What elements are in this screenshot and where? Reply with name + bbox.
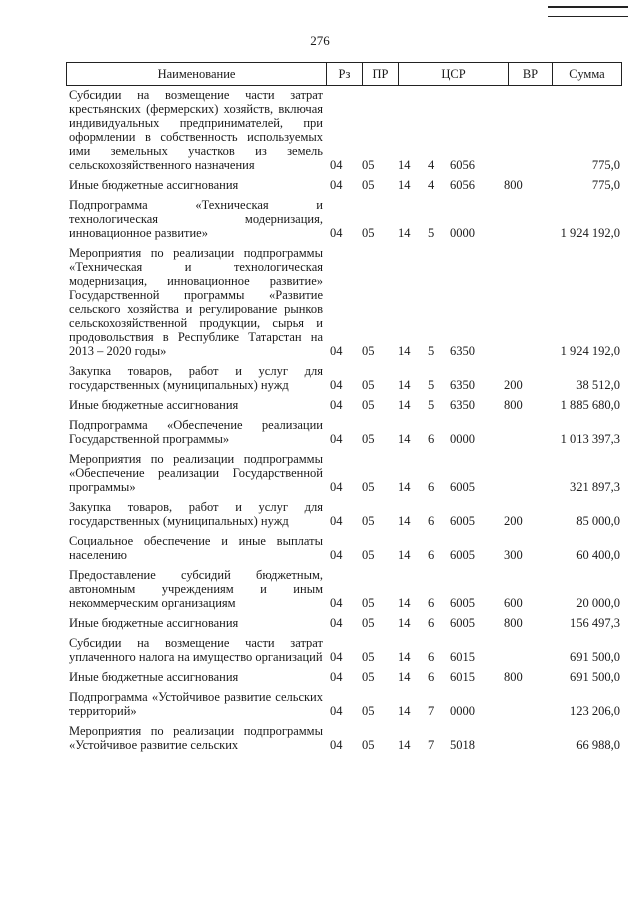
row-pr: 05 — [362, 178, 375, 192]
row-csr-part1: 14 — [398, 514, 411, 528]
row-name: Субсидии на возмещение части затрат уплаченного налога на имущество организаций — [69, 636, 323, 664]
row-csr-part2: 6 — [428, 514, 435, 528]
row-rz: 04 — [330, 596, 343, 610]
row-rz: 04 — [330, 378, 343, 392]
row-csr-part1: 14 — [398, 616, 411, 630]
row-csr-part2: 6 — [428, 596, 435, 610]
row-pr: 05 — [362, 548, 375, 562]
row-name: Закупка товаров, работ и услуг для государственных (муниципальных) нужд — [69, 500, 323, 528]
row-csr-part2: 5 — [428, 226, 435, 240]
table-row — [66, 178, 622, 192]
row-csr-part1: 14 — [398, 158, 411, 172]
row-name: Подпрограмма «Устойчивое развитие сельских территорий» — [69, 690, 323, 718]
page-number: 276 — [310, 33, 330, 48]
table-row — [66, 670, 622, 684]
header-csr: ЦСР — [399, 63, 509, 85]
row-vr: 800 — [504, 398, 523, 412]
row-name: Предоставление субсидий бюджетным, автономным учреждениям и иным некоммерческим организациям — [69, 568, 323, 610]
row-rz: 04 — [330, 480, 343, 494]
row-sum: 60 400,0 — [576, 548, 620, 562]
budget-table — [66, 62, 622, 752]
row-name: Иные бюджетные ассигнования — [69, 398, 239, 412]
row-vr: 800 — [504, 178, 523, 192]
row-pr: 05 — [362, 344, 375, 358]
row-csr-part3: 6005 — [450, 514, 475, 528]
row-csr-part1: 14 — [398, 226, 411, 240]
table-row — [66, 534, 622, 562]
row-sum: 775,0 — [591, 178, 620, 192]
row-vr: 200 — [504, 378, 523, 392]
table-header — [66, 62, 622, 86]
row-pr: 05 — [362, 432, 375, 446]
row-pr: 05 — [362, 378, 375, 392]
row-sum: 1 924 192,0 — [560, 344, 620, 358]
table-row — [66, 616, 622, 630]
row-rz: 04 — [330, 548, 343, 562]
row-sum: 691 500,0 — [570, 670, 620, 684]
header-sum: Сумма — [569, 66, 605, 81]
row-csr-part1: 14 — [398, 738, 411, 752]
header-name: Наименование — [67, 63, 327, 85]
row-sum: 1 885 680,0 — [560, 398, 620, 412]
row-rz: 04 — [330, 226, 343, 240]
row-sum: 1 013 397,3 — [560, 432, 620, 446]
row-csr-part3: 6015 — [450, 650, 475, 664]
row-csr-part3: 0000 — [450, 432, 475, 446]
row-csr-part1: 14 — [398, 178, 411, 192]
row-csr-part2: 6 — [428, 650, 435, 664]
row-sum: 1 924 192,0 — [560, 226, 620, 240]
header-pr: ПР — [363, 63, 399, 85]
table-row — [66, 568, 622, 610]
row-csr-part3: 6350 — [450, 398, 475, 412]
header-vr: ВР — [509, 63, 553, 85]
row-csr-part2: 4 — [428, 178, 435, 192]
row-csr-part3: 6005 — [450, 596, 475, 610]
row-name: Субсидии на возмещение части затрат крестьянских (фермерских) хозяйств, включая индивидуальных предпринимателей, при оформлении в собственность используемых ими земельных участков из земель сельскохозяйственного назначения — [69, 88, 323, 172]
row-csr-part2: 6 — [428, 616, 435, 630]
row-sum: 85 000,0 — [576, 514, 620, 528]
row-vr: 800 — [504, 616, 523, 630]
row-csr-part3: 6005 — [450, 480, 475, 494]
row-rz: 04 — [330, 432, 343, 446]
row-csr-part1: 14 — [398, 596, 411, 610]
row-csr-part1: 14 — [398, 650, 411, 664]
table-body — [66, 88, 622, 752]
row-vr: 200 — [504, 514, 523, 528]
table-row — [66, 88, 622, 172]
table-row — [66, 246, 622, 358]
row-csr-part2: 5 — [428, 378, 435, 392]
row-pr: 05 — [362, 158, 375, 172]
row-rz: 04 — [330, 178, 343, 192]
row-csr-part3: 0000 — [450, 226, 475, 240]
row-csr-part3: 6350 — [450, 344, 475, 358]
row-csr-part1: 14 — [398, 670, 411, 684]
row-csr-part2: 4 — [428, 158, 435, 172]
row-csr-part1: 14 — [398, 432, 411, 446]
row-csr-part2: 5 — [428, 344, 435, 358]
row-rz: 04 — [330, 344, 343, 358]
row-vr: 800 — [504, 670, 523, 684]
row-name: Мероприятия по реализации подпрограммы «Устойчивое развитие сельских — [69, 724, 323, 752]
row-pr: 05 — [362, 480, 375, 494]
table-row — [66, 398, 622, 412]
row-rz: 04 — [330, 158, 343, 172]
row-csr-part1: 14 — [398, 378, 411, 392]
row-name: Мероприятия по реализации подпрограммы «Техническая и технологическая модернизация, инновационное развитие» Государственной программы «Развитие сельского хозяйства и регулирование рынков сельскохозяйственной продукции, сырья и продовольствия в Республике Татарстан на 2013 – 2020 годы» — [69, 246, 323, 358]
row-name: Социальное обеспечение и иные выплаты населению — [69, 534, 323, 562]
row-csr-part3: 6056 — [450, 178, 475, 192]
row-csr-part3: 6350 — [450, 378, 475, 392]
row-csr-part2: 6 — [428, 670, 435, 684]
row-pr: 05 — [362, 650, 375, 664]
row-sum: 38 512,0 — [576, 378, 620, 392]
row-csr-part2: 6 — [428, 432, 435, 446]
row-csr-part3: 6005 — [450, 548, 475, 562]
row-sum: 691 500,0 — [570, 650, 620, 664]
row-pr: 05 — [362, 738, 375, 752]
row-csr-part1: 14 — [398, 344, 411, 358]
row-csr-part2: 6 — [428, 480, 435, 494]
row-sum: 123 206,0 — [570, 704, 620, 718]
row-name: Иные бюджетные ассигнования — [69, 670, 239, 684]
row-sum: 66 988,0 — [576, 738, 620, 752]
row-rz: 04 — [330, 514, 343, 528]
row-pr: 05 — [362, 398, 375, 412]
row-csr-part3: 0000 — [450, 704, 475, 718]
row-pr: 05 — [362, 616, 375, 630]
row-pr: 05 — [362, 226, 375, 240]
row-rz: 04 — [330, 650, 343, 664]
row-sum: 156 497,3 — [570, 616, 620, 630]
row-rz: 04 — [330, 616, 343, 630]
row-csr-part1: 14 — [398, 480, 411, 494]
row-vr: 300 — [504, 548, 523, 562]
table-row — [66, 636, 622, 664]
row-csr-part3: 6015 — [450, 670, 475, 684]
row-csr-part1: 14 — [398, 398, 411, 412]
row-rz: 04 — [330, 398, 343, 412]
row-csr-part1: 14 — [398, 548, 411, 562]
row-rz: 04 — [330, 670, 343, 684]
row-pr: 05 — [362, 704, 375, 718]
table-row — [66, 724, 622, 752]
table-row — [66, 198, 622, 240]
row-pr: 05 — [362, 514, 375, 528]
table-row — [66, 452, 622, 494]
table-row — [66, 418, 622, 446]
row-sum: 321 897,3 — [570, 480, 620, 494]
row-rz: 04 — [330, 738, 343, 752]
row-name: Мероприятия по реализации подпрограммы «Обеспечение реализации Государственной программы» — [69, 452, 323, 494]
row-csr-part2: 5 — [428, 398, 435, 412]
row-name: Закупка товаров, работ и услуг для государственных (муниципальных) нужд — [69, 364, 323, 392]
row-name: Иные бюджетные ассигнования — [69, 616, 239, 630]
row-csr-part3: 5018 — [450, 738, 475, 752]
row-sum: 20 000,0 — [576, 596, 620, 610]
row-vr: 600 — [504, 596, 523, 610]
row-csr-part1: 14 — [398, 704, 411, 718]
table-row — [66, 690, 622, 718]
row-csr-part3: 6056 — [450, 158, 475, 172]
row-sum: 775,0 — [591, 158, 620, 172]
row-name: Подпрограмма «Обеспечение реализации Государственной программы» — [69, 418, 323, 446]
table-row — [66, 364, 622, 392]
row-name: Подпрограмма «Техническая и технологическая модернизация, инновационное развитие» — [69, 198, 323, 240]
row-pr: 05 — [362, 596, 375, 610]
row-name: Иные бюджетные ассигнования — [69, 178, 239, 192]
table-row — [66, 500, 622, 528]
row-rz: 04 — [330, 704, 343, 718]
row-csr-part2: 7 — [428, 704, 435, 718]
row-csr-part2: 6 — [428, 548, 435, 562]
row-csr-part2: 7 — [428, 738, 435, 752]
row-pr: 05 — [362, 670, 375, 684]
row-csr-part3: 6005 — [450, 616, 475, 630]
header-rz: Рз — [327, 63, 363, 85]
scan-edge-mark — [548, 6, 628, 17]
